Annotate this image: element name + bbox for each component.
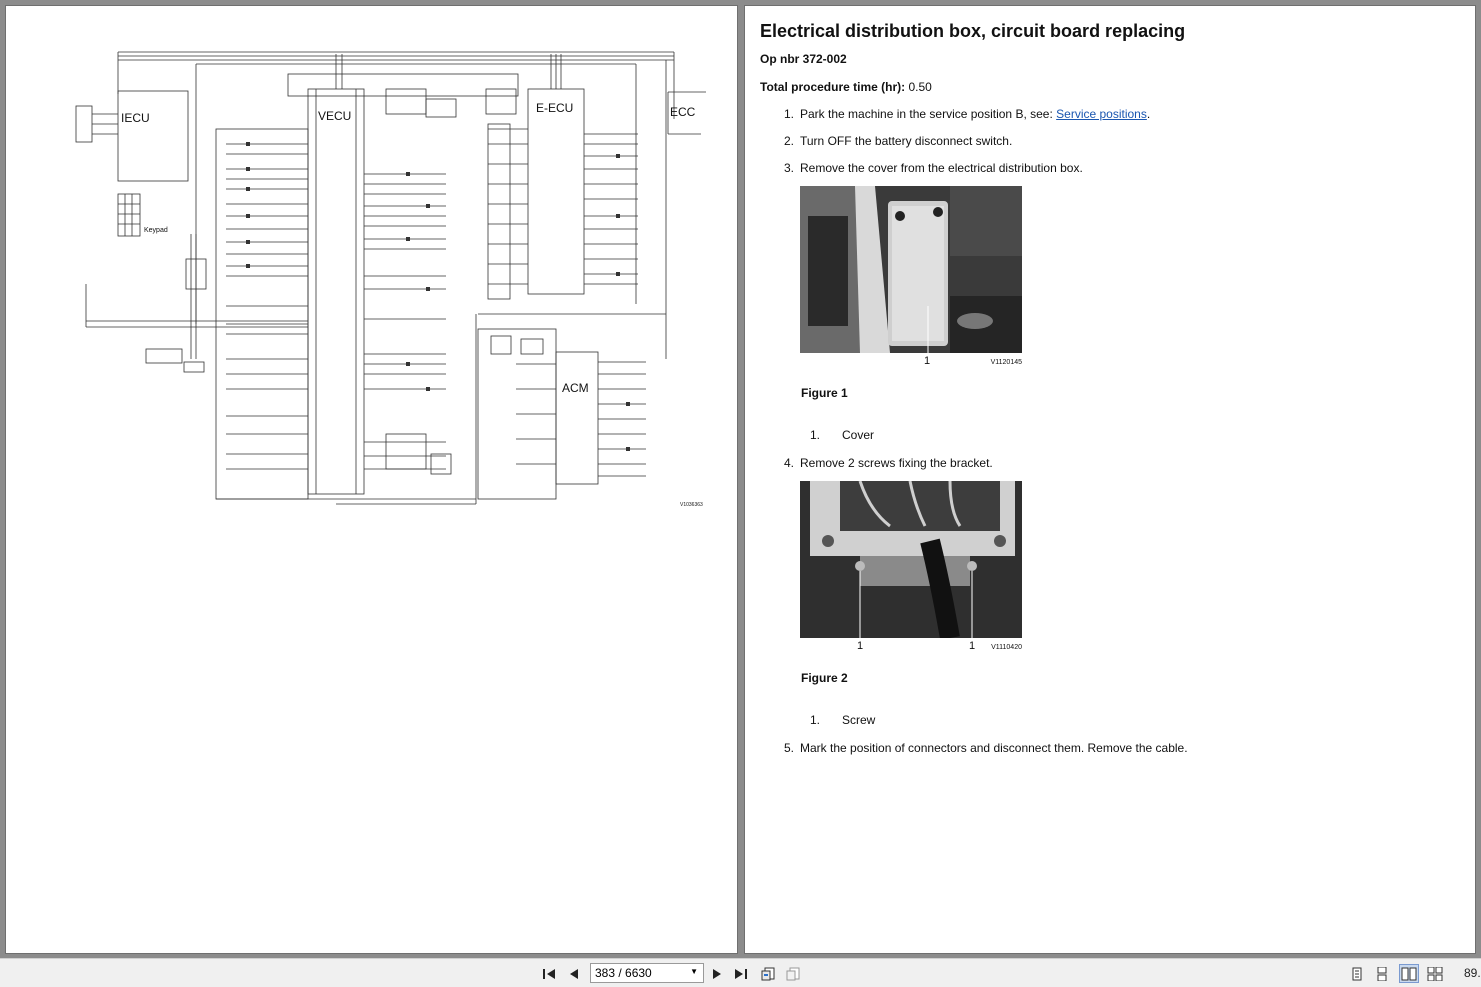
step-number: 1. bbox=[784, 107, 795, 121]
ecc-label: ECC bbox=[670, 105, 696, 119]
last-page-icon bbox=[734, 967, 748, 981]
step-text: Remove the cover from the electrical distribution box. bbox=[800, 161, 1083, 175]
page-indicator: 383 / 6630 bbox=[595, 966, 652, 980]
continuous-view-button[interactable] bbox=[1372, 964, 1392, 983]
next-page-icon bbox=[710, 967, 724, 981]
page-number-select[interactable] bbox=[590, 963, 704, 983]
figure-2-code: V1110420 bbox=[991, 644, 1022, 651]
steps-list bbox=[760, 106, 1460, 756]
go-forward-icon bbox=[785, 966, 801, 982]
procedure-document bbox=[760, 20, 1460, 767]
previous-page-button[interactable] bbox=[565, 965, 583, 983]
keypad-label: Keypad bbox=[144, 227, 168, 234]
figure-1-code: V1120145 bbox=[990, 359, 1022, 366]
legend-text: Screw bbox=[842, 713, 876, 727]
step-2 bbox=[760, 133, 1460, 149]
next-page-button[interactable] bbox=[708, 965, 726, 983]
legend-text: Cover bbox=[842, 428, 875, 442]
legend-number: 1. bbox=[810, 428, 821, 442]
acm-label: ACM bbox=[562, 381, 589, 395]
last-page-button[interactable] bbox=[732, 965, 750, 983]
op-number: Op nbr 372-002 bbox=[760, 52, 847, 66]
first-page-button[interactable] bbox=[540, 965, 558, 983]
pdf-page-right bbox=[744, 5, 1476, 954]
step-text: Turn OFF the battery disconnect switch. bbox=[800, 134, 1013, 148]
step-text: Mark the position of connectors and disconnect them. Remove the cable. bbox=[800, 741, 1188, 755]
figure-1 bbox=[800, 186, 1460, 443]
procedure-time-value: 0.50 bbox=[908, 80, 932, 94]
two-page-continuous-view-icon bbox=[1427, 967, 1443, 981]
viewer-toolbar bbox=[0, 958, 1481, 987]
figure-2-photo bbox=[800, 481, 1022, 638]
go-back-icon bbox=[760, 966, 776, 982]
step-4 bbox=[760, 455, 1460, 728]
step-3 bbox=[760, 160, 1460, 443]
first-page-icon bbox=[542, 967, 556, 981]
figure-1-title: Figure 1 bbox=[801, 386, 848, 400]
figure-1-callout: 1 bbox=[924, 355, 931, 367]
single-page-view-icon bbox=[1351, 967, 1363, 981]
continuous-view-icon bbox=[1376, 967, 1388, 981]
step-1 bbox=[760, 106, 1460, 122]
figure-1-legend bbox=[810, 427, 1460, 443]
step-number: 2. bbox=[784, 134, 795, 148]
step-text: Park the machine in the service position B, see: bbox=[800, 107, 1057, 121]
service-positions-link[interactable]: Service positions bbox=[1056, 107, 1147, 121]
wiring-schematic bbox=[46, 44, 706, 509]
single-page-view-button[interactable] bbox=[1347, 964, 1367, 983]
figure-2-callout-right: 1 bbox=[969, 640, 976, 652]
figure-1-photo bbox=[800, 186, 1022, 353]
pdf-page-left bbox=[5, 5, 738, 954]
page-title: Electrical distribution box, circuit board replacing bbox=[760, 21, 1186, 41]
zoom-level[interactable]: 89. bbox=[1464, 966, 1481, 980]
step-5 bbox=[760, 740, 1460, 756]
iecu-label: IECU bbox=[121, 111, 150, 125]
figure-2-callout-left: 1 bbox=[857, 640, 864, 652]
go-forward-button[interactable] bbox=[784, 965, 802, 983]
go-back-button[interactable] bbox=[759, 965, 777, 983]
vecu-label: VECU bbox=[318, 109, 352, 123]
figure-2 bbox=[800, 481, 1460, 728]
step-number: 4. bbox=[784, 456, 795, 470]
procedure-time-label: Total procedure time (hr): bbox=[760, 80, 906, 94]
eecu-label: E-ECU bbox=[536, 101, 574, 115]
two-page-continuous-view-button[interactable] bbox=[1425, 964, 1445, 983]
step-number: 3. bbox=[784, 161, 795, 175]
chevron-down-icon: ▼ bbox=[690, 967, 698, 976]
step-text-end: . bbox=[1146, 107, 1151, 121]
step-text: Remove 2 screws fixing the bracket. bbox=[800, 456, 993, 470]
figure-2-legend bbox=[810, 712, 1460, 728]
legend-number: 1. bbox=[810, 713, 821, 727]
two-page-view-icon bbox=[1401, 967, 1417, 981]
step-number: 5. bbox=[784, 741, 795, 755]
figure-2-title: Figure 2 bbox=[801, 671, 848, 685]
previous-page-icon bbox=[567, 967, 581, 981]
two-page-view-button[interactable] bbox=[1399, 964, 1419, 983]
procedure-time bbox=[760, 80, 1460, 94]
schematic-code: V1036363 bbox=[680, 502, 703, 508]
